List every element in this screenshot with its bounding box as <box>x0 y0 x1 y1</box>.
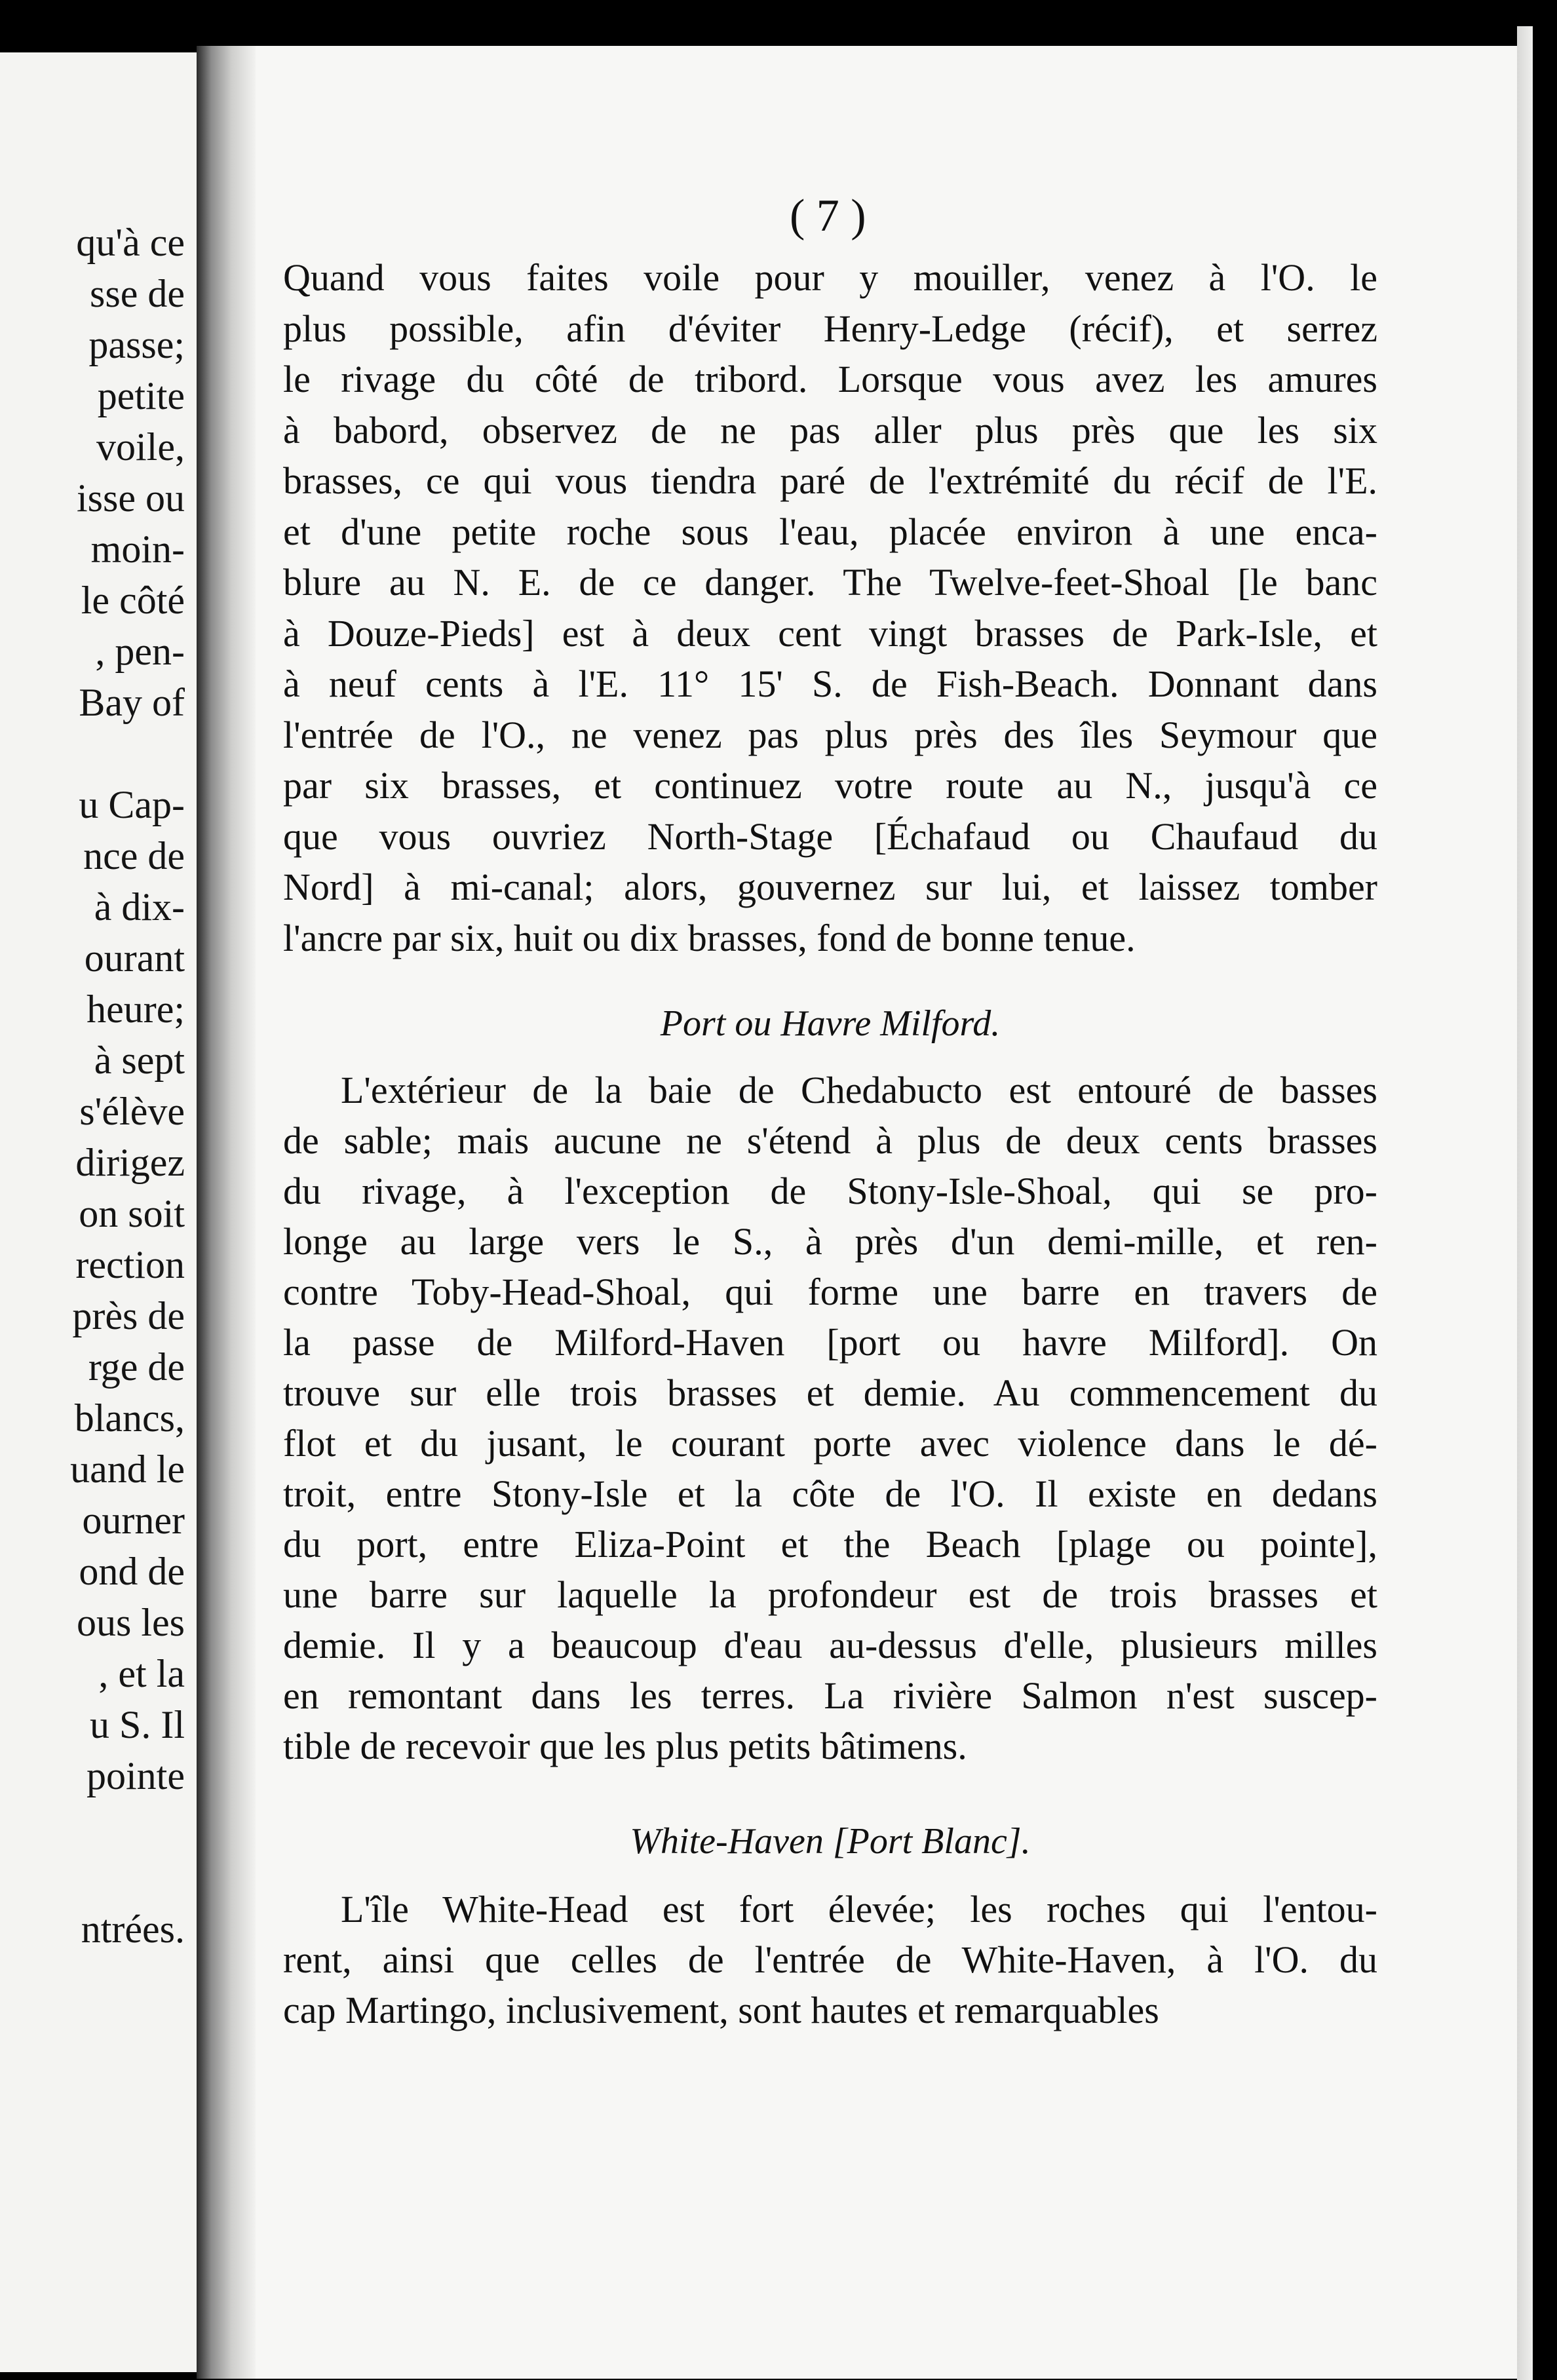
text-line: l'entrée de l'O., ne venez pas plus près des îles Seymour que <box>283 713 1377 756</box>
page-edge <box>1517 26 1533 2380</box>
text-line: cap Martingo, inclusivement, sont hautes et remarquables <box>283 1989 1159 2031</box>
left-page-line: rge de <box>88 1345 185 1389</box>
text-line: Nord] à mi-canal; alors, gouvernez sur lui, et laissez tomber <box>283 866 1377 908</box>
text-line: en remontant dans les terres. La rivière Salmon n'est suscep- <box>283 1674 1377 1717</box>
text-line: le rivage du côté de tribord. Lorsque vous avez les amures <box>283 358 1377 400</box>
text-line: et d'une petite roche sous l'eau, placée environ à une enca- <box>283 510 1377 553</box>
left-page-line: qu'à ce <box>76 221 185 264</box>
text-line: blure au N. E. de ce danger. The Twelve-feet-Shoal [le banc <box>283 561 1377 604</box>
left-page-line: voile, <box>96 425 185 469</box>
left-page-line: pointe <box>86 1754 185 1797</box>
left-page-line: nce de <box>83 834 185 877</box>
text-line: à Douze-Pieds] est à deux cent vingt brasses de Park-Isle, et <box>283 611 1377 655</box>
text-line: Quand vous faites voile pour y mouiller, venez à l'O. le <box>283 256 1377 299</box>
text-line: la passe de Milford-Haven [port ou havre Milford]. On <box>283 1321 1377 1364</box>
section-heading-white-haven: White-Haven [Port Blanc]. <box>630 1821 1031 1862</box>
section-heading-milford: Port ou Havre Milford. <box>660 1003 1001 1044</box>
left-page-line: dirigez <box>75 1141 185 1184</box>
left-page-line: passe; <box>88 323 185 366</box>
text-line: brasses, ce qui vous tiendra paré de l'extrémité du récif de l'E. <box>283 459 1377 502</box>
text-line: plus possible, afin d'éviter Henry-Ledge (récif), et serrez <box>283 307 1377 350</box>
left-page-line: sse de <box>90 272 185 315</box>
page-number: ( 7 ) <box>790 191 866 241</box>
left-page-line: u Cap- <box>79 783 185 826</box>
text-line: L'extérieur de la baie de Chedabucto est entouré de basses <box>341 1069 1377 1111</box>
left-page-line: , et la <box>98 1652 185 1695</box>
left-page-line: heure; <box>86 988 185 1031</box>
text-line: que vous ouvriez North-Stage [Échafaud ou Chaufaud du <box>283 815 1377 858</box>
text-line: tible de recevoir que les plus petits bâtimens. <box>283 1725 967 1767</box>
left-page-line: ourant <box>84 936 185 980</box>
left-page-line: à dix- <box>94 885 185 929</box>
text-line: flot et du jusant, le courant porte avec violence dans le dé- <box>283 1422 1377 1465</box>
text-line: trouve sur elle trois brasses et demie. Au commencement du <box>283 1372 1377 1414</box>
left-page-line: près de <box>72 1294 185 1337</box>
binding-gutter <box>197 46 256 2379</box>
left-page-line: s'élève <box>79 1090 185 1133</box>
left-page-line: ond de <box>79 1550 185 1593</box>
text-line: du rivage, à l'exception de Stony-Isle-Shoal, qui se pro- <box>283 1170 1377 1212</box>
text-line: L'île White-Head est fort élevée; les roches qui l'entou- <box>341 1888 1377 1930</box>
text-line: rent, ainsi que celles de l'entrée de White-Haven, à l'O. du <box>283 1938 1377 1981</box>
text-line: une barre sur laquelle la profondeur est de trois brasses et <box>283 1573 1377 1616</box>
left-page-line: moin- <box>90 528 185 571</box>
left-page-line: à sept <box>94 1039 185 1082</box>
left-page-line: petite <box>97 374 185 417</box>
left-page-line: ous les <box>77 1601 185 1644</box>
left-page-line: Bay of <box>79 681 185 724</box>
text-line: du port, entre Eliza-Point et the Beach [plage ou pointe], <box>283 1523 1377 1565</box>
text-line: contre Toby-Head-Shoal, qui forme une barre en travers de <box>283 1271 1377 1313</box>
text-line: demie. Il y a beaucoup d'eau au-dessus d'elle, plusieurs milles <box>283 1624 1377 1666</box>
left-page-line: on soit <box>79 1192 185 1235</box>
text-line: à babord, observez de ne pas aller plus près que les six <box>283 408 1377 451</box>
text-line: de sable; mais aucune ne s'étend à plus de deux cents brasses <box>283 1119 1377 1162</box>
text-line: l'ancre par six, huit ou dix brasses, fond de bonne tenue. <box>283 916 1136 959</box>
text-line: troit, entre Stony-Isle et la côte de l'O. Il existe en dedans <box>283 1472 1377 1515</box>
left-page-line: uand le <box>70 1448 185 1491</box>
left-page-line: ourner <box>82 1499 185 1542</box>
left-page-line: isse ou <box>77 476 185 520</box>
left-page-line: ntrées. <box>81 1908 185 1951</box>
left-page-line: blancs, <box>74 1396 185 1440</box>
left-page <box>0 52 197 2372</box>
left-page-line: u S. Il <box>89 1703 185 1746</box>
left-page-line: rection <box>75 1243 185 1286</box>
left-page-line: , pen- <box>95 630 185 673</box>
left-page-line: le côté <box>81 579 185 622</box>
text-line: à neuf cents à l'E. 11° 15' S. de Fish-Beach. Donnant dans <box>283 662 1377 705</box>
text-line: longe au large vers le S., à près d'un demi-mille, et ren- <box>283 1220 1377 1263</box>
text-line: par six brasses, et continuez votre route au N., jusqu'à ce <box>283 764 1377 807</box>
